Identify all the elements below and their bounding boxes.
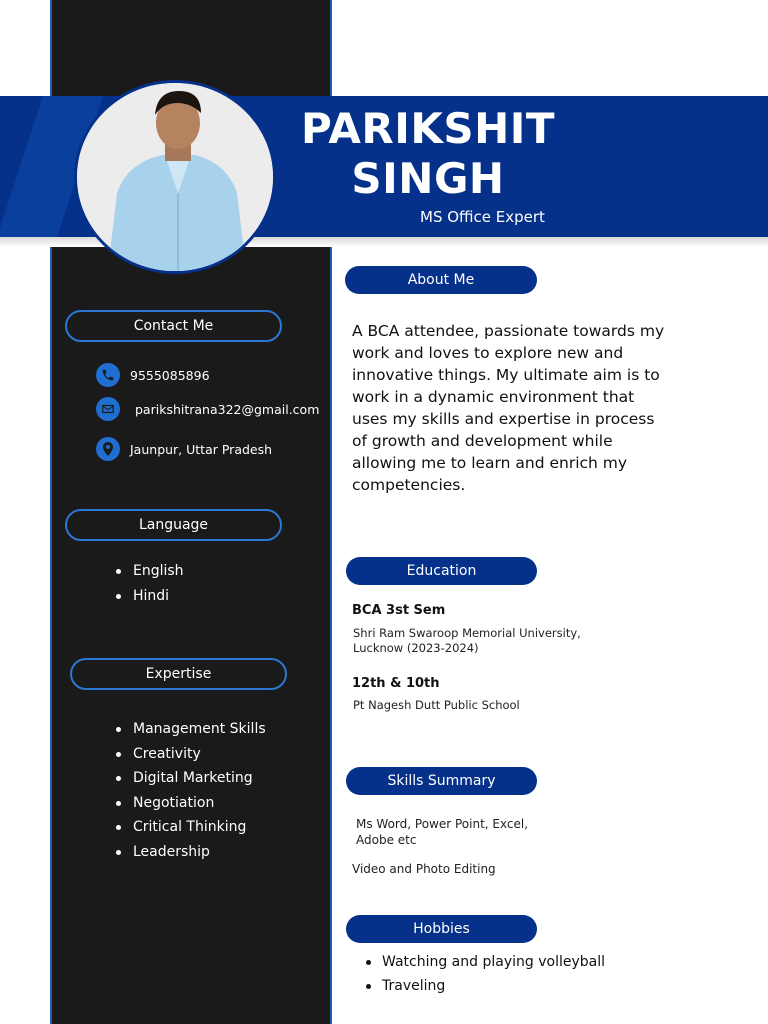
education-degree-2: 12th & 10th bbox=[352, 676, 440, 691]
list-item: Watching and playing volleyball bbox=[366, 950, 605, 974]
about-text: A BCA attendee, passionate towards my work and loves to explore new and innovative things. My ultimate aim is to work in a dynamic environment that uses my skills and expertise in process of growth and development while allowing me to learn and enrich my competencies. bbox=[352, 322, 665, 494]
list-item: Hindi bbox=[116, 584, 184, 609]
list-item: Management Skills bbox=[116, 717, 266, 742]
education-institution-1: Shri Ram Swaroop Memorial University, Lucknow (2023-2024) bbox=[353, 626, 581, 655]
education-heading: Education bbox=[346, 557, 537, 585]
location-pin-icon bbox=[96, 437, 120, 461]
list-item: Digital Marketing bbox=[116, 766, 266, 791]
contact-heading: Contact Me bbox=[65, 310, 282, 342]
phone-icon bbox=[96, 363, 120, 387]
person-illustration bbox=[77, 83, 276, 274]
language-list bbox=[116, 559, 184, 608]
contact-phone: 9555085896 bbox=[130, 367, 210, 383]
full-name bbox=[300, 104, 556, 204]
list-item: Creativity bbox=[116, 742, 266, 767]
hobbies-list bbox=[366, 950, 605, 998]
mail-icon bbox=[96, 397, 120, 421]
about-heading: About Me bbox=[345, 266, 537, 294]
hobbies-heading: Hobbies bbox=[346, 915, 537, 943]
language-heading: Language bbox=[65, 509, 282, 541]
education-degree-1: BCA 3st Sem bbox=[352, 603, 446, 618]
job-title: MS Office Expert bbox=[420, 208, 545, 226]
contact-phone-row bbox=[96, 363, 210, 387]
contact-location-row bbox=[96, 437, 272, 461]
list-item: English bbox=[116, 559, 184, 584]
expertise-list bbox=[116, 717, 266, 865]
expertise-heading: Expertise bbox=[70, 658, 287, 690]
contact-location: Jaunpur, Uttar Pradesh bbox=[130, 441, 273, 457]
skill-item: Ms Word, Power Point, Excel, Adobe etc bbox=[356, 817, 529, 847]
skill-item: Video and Photo Editing bbox=[352, 862, 496, 876]
list-item: Negotiation bbox=[116, 791, 266, 816]
list-item: Leadership bbox=[116, 840, 266, 865]
contact-email-row bbox=[96, 397, 319, 421]
list-item: Traveling bbox=[366, 974, 605, 998]
skills-heading: Skills Summary bbox=[346, 767, 537, 795]
list-item: Critical Thinking bbox=[116, 815, 266, 840]
profile-photo bbox=[74, 80, 276, 274]
education-institution-2: Pt Nagesh Dutt Public School bbox=[353, 698, 520, 712]
name-last: SINGH bbox=[351, 154, 505, 203]
contact-email[interactable]: parikshitrana322@gmail.com bbox=[135, 401, 320, 417]
name-first: PARIKSHIT bbox=[300, 104, 556, 153]
